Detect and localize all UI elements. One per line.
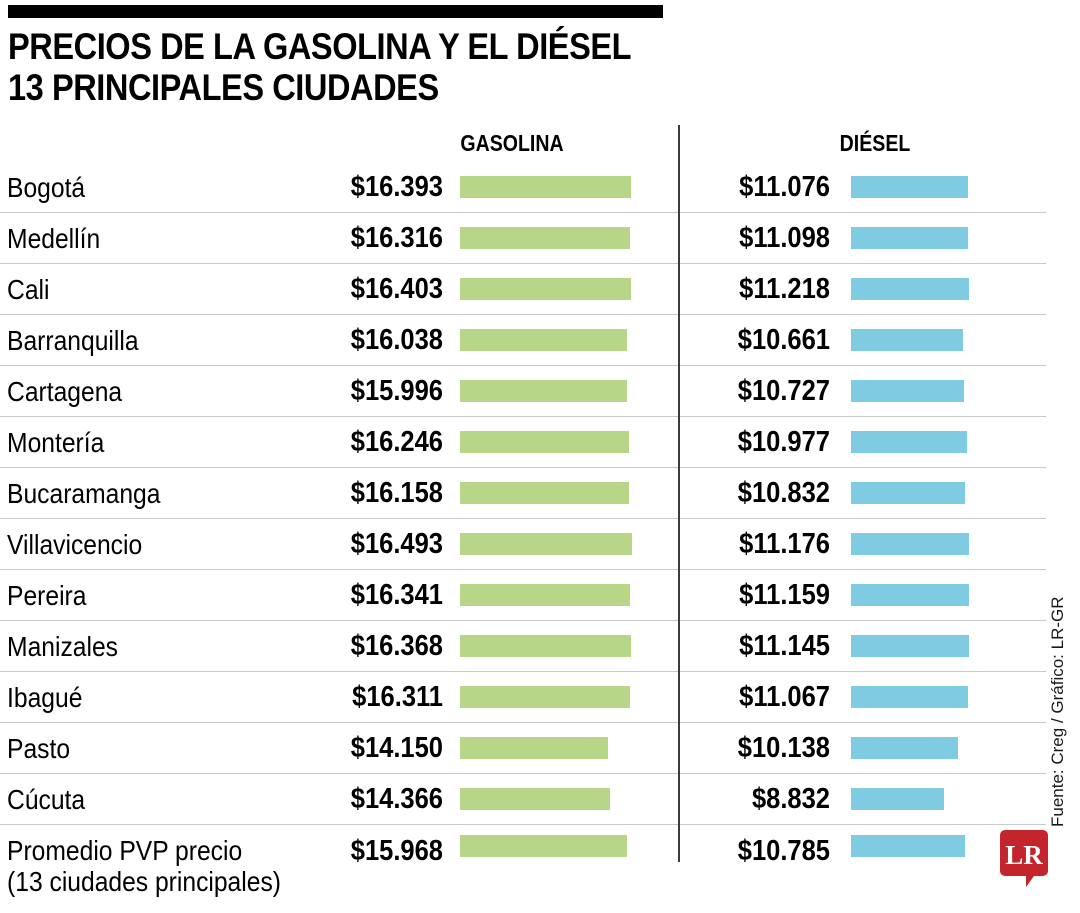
city-label: Cartagena	[7, 375, 123, 407]
gasolina-price-value: $16.311	[352, 680, 443, 713]
diesel-bar-cell	[830, 635, 970, 657]
city-label: Barranquilla	[7, 324, 139, 356]
gasolina-bar-cell	[443, 788, 660, 810]
city-label: Medellín	[7, 222, 101, 254]
diesel-bar-cell	[830, 686, 970, 708]
table-row	[0, 315, 1046, 366]
diesel-bar	[851, 737, 958, 759]
gasolina-price-value: $16.493	[350, 527, 443, 560]
gasolina-bar-cell	[443, 278, 660, 300]
gasolina-bar	[460, 686, 630, 708]
table-row	[0, 621, 1046, 672]
diesel-bar	[851, 533, 969, 555]
gasolina-bar	[460, 635, 631, 657]
diesel-price-value: $10.977	[737, 425, 830, 458]
gasolina-price-value: $16.038	[350, 323, 443, 356]
gasolina-bar	[460, 584, 630, 606]
diesel-price-value: $11.218	[739, 272, 830, 305]
city-label: Promedio PVP precio (13 ciudades principales)	[0, 835, 286, 897]
city-label: Bucaramanga	[7, 477, 161, 509]
diesel-bar-cell	[830, 227, 970, 249]
diesel-bar	[851, 584, 969, 606]
table-row	[0, 519, 1046, 570]
gasolina-bar-cell	[443, 835, 660, 857]
gasolina-bar-cell	[443, 380, 660, 402]
gasolina-bar-cell	[443, 176, 660, 198]
column-divider-line	[678, 125, 680, 862]
column-headers	[0, 125, 1046, 162]
diesel-bar-cell	[830, 431, 970, 453]
city-label: Ibagué	[7, 681, 83, 713]
gasolina-price-value: $14.150	[350, 731, 443, 764]
gasolina-bar	[460, 431, 629, 453]
diesel-bar	[851, 380, 964, 402]
column-header-gasolina: GASOLINA	[460, 130, 564, 156]
diesel-price-value: $11.159	[739, 578, 830, 611]
page-title	[8, 26, 631, 108]
diesel-bar-cell	[830, 737, 970, 759]
gasolina-bar-cell	[443, 533, 660, 555]
diesel-bar	[851, 278, 969, 300]
diesel-price-value: $10.727	[737, 374, 830, 407]
gasolina-bar	[460, 835, 627, 857]
lr-logo-icon	[994, 828, 1050, 888]
gasolina-bar-cell	[443, 482, 660, 504]
gasolina-price-value: $16.341	[350, 578, 443, 611]
diesel-bar	[851, 227, 968, 249]
gasolina-price-value: $15.996	[350, 374, 443, 407]
diesel-bar	[851, 686, 968, 708]
table-row	[0, 774, 1046, 825]
diesel-price-value: $11.145	[739, 629, 830, 662]
price-table	[0, 125, 1046, 913]
gasolina-price-value: $16.246	[350, 425, 443, 458]
gasolina-bar	[460, 227, 630, 249]
diesel-price-value: $11.076	[739, 170, 830, 203]
diesel-bar	[851, 431, 967, 453]
diesel-bar-cell	[830, 533, 970, 555]
diesel-price-value: $10.661	[737, 323, 830, 356]
city-label: Montería	[7, 426, 105, 458]
rows	[0, 162, 1046, 913]
gasolina-bar-cell	[443, 686, 660, 708]
diesel-bar-cell	[830, 380, 970, 402]
gasolina-bar	[460, 788, 610, 810]
gasolina-bar-cell	[443, 635, 660, 657]
diesel-bar	[851, 329, 963, 351]
diesel-bar	[851, 635, 969, 657]
diesel-bar-cell	[830, 278, 970, 300]
gasolina-price-value: $14.366	[350, 782, 443, 815]
title-line-1: PRECIOS DE LA GASOLINA Y EL DIÉSEL	[8, 26, 632, 67]
diesel-price-value: $11.098	[739, 221, 830, 254]
gasolina-price-value: $16.403	[350, 272, 443, 305]
gasolina-bar-cell	[443, 737, 660, 759]
table-row	[0, 366, 1046, 417]
diesel-bar	[851, 835, 965, 857]
table-row	[0, 570, 1046, 621]
column-header-diesel: DIÉSEL	[839, 130, 911, 156]
city-label: Pereira	[7, 579, 87, 611]
diesel-bar	[851, 176, 968, 198]
diesel-bar-cell	[830, 584, 970, 606]
gasolina-bar	[460, 278, 631, 300]
gasolina-bar	[460, 737, 608, 759]
gasolina-bar	[460, 482, 629, 504]
diesel-bar	[851, 482, 965, 504]
gasolina-bar	[460, 533, 632, 555]
gasolina-price-value: $16.393	[350, 170, 443, 203]
city-label-line2: (13 ciudades principales)	[7, 866, 281, 897]
diesel-bar-cell	[830, 482, 970, 504]
gasolina-price-value: $15.968	[350, 835, 443, 867]
gasolina-bar	[460, 329, 627, 351]
city-label: Manizales	[7, 630, 118, 662]
table-row	[0, 468, 1046, 519]
diesel-price-value: $10.138	[737, 731, 830, 764]
diesel-price-value: $10.832	[737, 476, 830, 509]
table-row	[0, 264, 1046, 315]
top-rule-bar	[8, 5, 663, 18]
table-row	[0, 213, 1046, 264]
source-credit: Fuente: Creg / Gráfico: LR-GR	[1048, 596, 1067, 828]
gasolina-bar	[460, 380, 627, 402]
diesel-bar-cell	[830, 788, 970, 810]
gasolina-price-value: $16.158	[350, 476, 443, 509]
table-row	[0, 162, 1046, 213]
table-row	[0, 672, 1046, 723]
gasolina-bar-cell	[443, 584, 660, 606]
city-label: Bogotá	[7, 171, 86, 203]
gasolina-bar	[460, 176, 631, 198]
title-line-2: 13 PRINCIPALES CIUDADES	[8, 67, 439, 108]
gasolina-price-value: $16.316	[350, 221, 443, 254]
svg-text:LR: LR	[1005, 840, 1043, 870]
diesel-price-value: $11.176	[739, 527, 830, 560]
city-label: Pasto	[7, 732, 71, 764]
diesel-price-value: $8.832	[751, 782, 830, 815]
diesel-bar-cell	[830, 176, 970, 198]
gasolina-bar-cell	[443, 227, 660, 249]
table-row	[0, 417, 1046, 468]
diesel-bar-cell	[830, 835, 970, 857]
lr-logo	[994, 828, 1050, 888]
gasolina-price-value: $16.368	[350, 629, 443, 662]
diesel-price-value: $11.067	[739, 680, 830, 713]
city-label: Villavicencio	[7, 528, 143, 560]
city-label: Cali	[7, 273, 50, 305]
gasolina-bar-cell	[443, 329, 660, 351]
city-label: Cúcuta	[7, 783, 86, 815]
diesel-price-value: $10.785	[737, 835, 830, 867]
gasolina-bar-cell	[443, 431, 660, 453]
table-row	[0, 723, 1046, 774]
diesel-bar-cell	[830, 329, 970, 351]
diesel-bar	[851, 788, 944, 810]
